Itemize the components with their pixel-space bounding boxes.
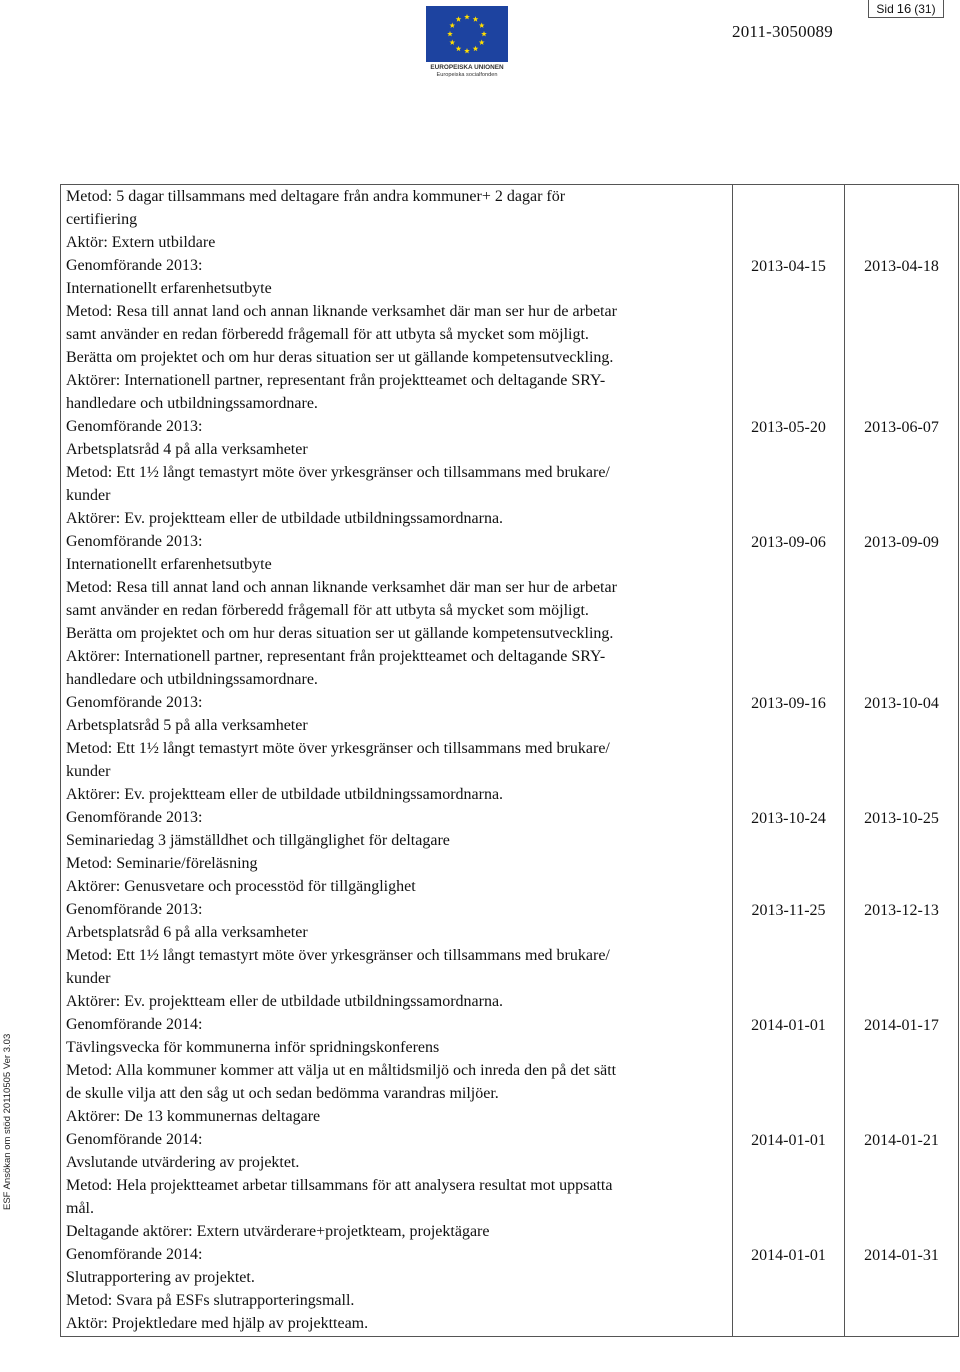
entry-line: Aktörer: Internationell partner, representant från projektteamet och deltagande SRY- [66,648,606,665]
entry-heading: Genomförande 2014: [66,1131,203,1148]
start-date: 2013-05-20 [751,418,826,436]
start-date: 2013-09-16 [751,694,826,712]
entry-line: Berätta om projektet och om hur deras situation ser ut gällande kompetensutveckling. [66,625,614,642]
activity-entry [66,1013,728,1128]
entry-heading: Genomförande 2014: [66,1246,203,1263]
eu-star-icon [464,48,470,53]
entry-line: Aktörer: Ev. projektteam eller de utbildade utbildningssamordnarna. [66,510,504,527]
logo-caption-esf: Europeiska socialfonden [436,72,498,78]
entry-line: kunder [66,487,111,504]
end-date-column [845,185,959,1337]
end-date: 2014-01-17 [864,1016,939,1034]
entry-line: Internationellt erfarenhetsutbyte [66,556,272,573]
entry-line: Metod: Alla kommuner kommer att välja ut en måltidsmiljö och inreda den på det sätt [66,1062,617,1079]
entry-line: Avslutande utvärdering av projektet. [66,1154,300,1171]
table-row [61,185,959,1337]
end-date: 2014-01-21 [864,1131,939,1149]
entry-list [66,254,728,1335]
entry-heading: Genomförande 2013: [66,809,203,826]
end-date: 2013-10-25 [864,809,939,827]
entry-line: Berätta om projektet och om hur deras situation ser ut gällande kompetensutveckling. [66,349,614,366]
entry-line: Deltagande aktörer: Extern utvärderare+projetkteam, projektägare [66,1223,490,1240]
activity-entry [66,1243,728,1335]
entry-line: Aktörer: Ev. projektteam eller de utbildade utbildningssamordnarna. [66,786,504,803]
end-date: 2013-10-04 [864,694,939,712]
start-date: 2014-01-01 [751,1016,826,1034]
entry-line: Aktörer: Genusvetare och processtöd för tillgänglighet [66,878,416,895]
logo-caption-eu: EUROPEISKA UNIONEN [430,64,504,71]
entry-line: Arbetsplatsråd 5 på alla verksamheter [66,717,308,734]
entry-line: de skulle vilja att den såg ut och sedan bedömma varandras miljöer. [66,1085,499,1102]
eu-star-icon [479,40,485,45]
activity-table [60,184,959,1337]
start-date-column [733,185,845,1337]
entry-line: Aktör: Projektledare med hjälp av projektteam. [66,1315,369,1332]
eu-star-icon [456,46,462,51]
entry-heading: Genomförande 2013: [66,694,203,711]
eu-star-icon [479,23,485,28]
entry-line: kunder [66,763,111,780]
entry-line: Arbetsplatsråd 6 på alla verksamheter [66,924,308,941]
entry-line: Tävlingsvecka för kommunerna inför spridningskonferens [66,1039,440,1056]
entry-line: Arbetsplatsråd 4 på alla verksamheter [66,441,308,458]
start-date: 2013-11-25 [751,901,826,919]
entry-line: Slutrapportering av projektet. [66,1269,255,1286]
start-date: 2014-01-01 [751,1131,826,1149]
document-id: 2011-3050089 [732,22,833,41]
entry-heading: Genomförande 2013: [66,257,203,274]
entry-heading: Genomförande 2013: [66,533,203,550]
page-number [868,0,944,18]
end-date: 2013-09-09 [864,533,939,551]
entry-line: mål. [66,1200,94,1217]
activity-entry [66,1128,728,1243]
page-label: Sid [876,1,894,16]
entry-line: Metod: Ett 1½ långt temastyrt möte över yrkesgränser och tillsammans med brukare/ [66,947,610,964]
end-date: 2013-06-07 [864,418,939,436]
entry-line: Aktörer: De 13 kommunernas deltagare [66,1108,321,1125]
eu-flag-icon [426,6,508,62]
start-date: 2013-04-15 [751,257,826,275]
activity-entry [66,806,728,898]
eu-star-icon [473,46,479,51]
end-date: 2014-01-31 [864,1246,939,1264]
activity-description-cell [61,185,733,1337]
eu-star-icon [464,14,470,19]
eu-logo [426,6,508,80]
intro-line: Metod: 5 dagar tillsammans med deltagare från andra kommuner+ 2 dagar för [66,188,566,205]
entry-line: Metod: Resa till annat land och annan liknande verksamhet där man ser hur de arbetar [66,579,617,596]
activity-entry [66,691,728,806]
page-number-current: 16 [896,1,912,16]
page-number-total: (31) [914,1,936,16]
entry-line: Metod: Resa till annat land och annan liknande verksamhet där man ser hur de arbetar [66,303,617,320]
start-date: 2013-10-24 [751,809,826,827]
entry-line: Aktörer: Internationell partner, representant från projektteamet och deltagande SRY- [66,372,606,389]
start-date: 2014-01-01 [751,1246,826,1264]
entry-line: kunder [66,970,111,987]
eu-star-icon [481,31,487,36]
entry-line: Internationellt erfarenhetsutbyte [66,280,272,297]
start-date-list [733,185,844,1336]
entry-line: Aktörer: Ev. projektteam eller de utbildade utbildningssamordnarna. [66,993,504,1010]
side-footer-text: ESF Ansökan om stöd 20110505 Ver 3.03 [2,1033,13,1210]
intro-line: Aktör: Extern utbildare [66,234,216,251]
intro-line: certifiering [66,211,138,228]
activity-entry [66,254,728,415]
intro-text [66,185,728,254]
entry-line: handledare och utbildningssamordnare. [66,395,318,412]
eu-star-icon [456,16,462,21]
start-date: 2013-09-06 [751,533,826,551]
entry-line: Metod: Ett 1½ långt temastyrt möte över yrkesgränser och tillsammans med brukare/ [66,740,610,757]
entry-line: Metod: Hela projektteamet arbetar tillsammans för att analysera resultat mot uppsatta [66,1177,613,1194]
entry-line: Metod: Svara på ESFs slutrapporteringsmall. [66,1292,355,1309]
end-date-list [845,185,958,1336]
entry-heading: Genomförande 2013: [66,901,203,918]
end-date: 2013-04-18 [864,257,939,275]
entry-line: samt använder en redan förberedd frågemall för att utbyta så mycket som möjligt. [66,602,589,619]
end-date: 2013-12-13 [864,901,939,919]
activity-entry [66,530,728,691]
entry-heading: Genomförande 2014: [66,1016,203,1033]
entry-heading: Genomförande 2013: [66,418,203,435]
activity-entry [66,415,728,530]
eu-star-icon [449,40,455,45]
eu-star-icon [447,31,453,36]
eu-star-icon [449,23,455,28]
entry-line: Seminariedag 3 jämställdhet och tillgänglighet för deltagare [66,832,450,849]
activity-entry [66,898,728,1013]
eu-star-icon [473,16,479,21]
entry-line: Metod: Ett 1½ långt temastyrt möte över yrkesgränser och tillsammans med brukare/ [66,464,610,481]
entry-line: handledare och utbildningssamordnare. [66,671,318,688]
entry-line: Metod: Seminarie/föreläsning [66,855,258,872]
entry-line: samt använder en redan förberedd frågemall för att utbyta så mycket som möjligt. [66,326,589,343]
